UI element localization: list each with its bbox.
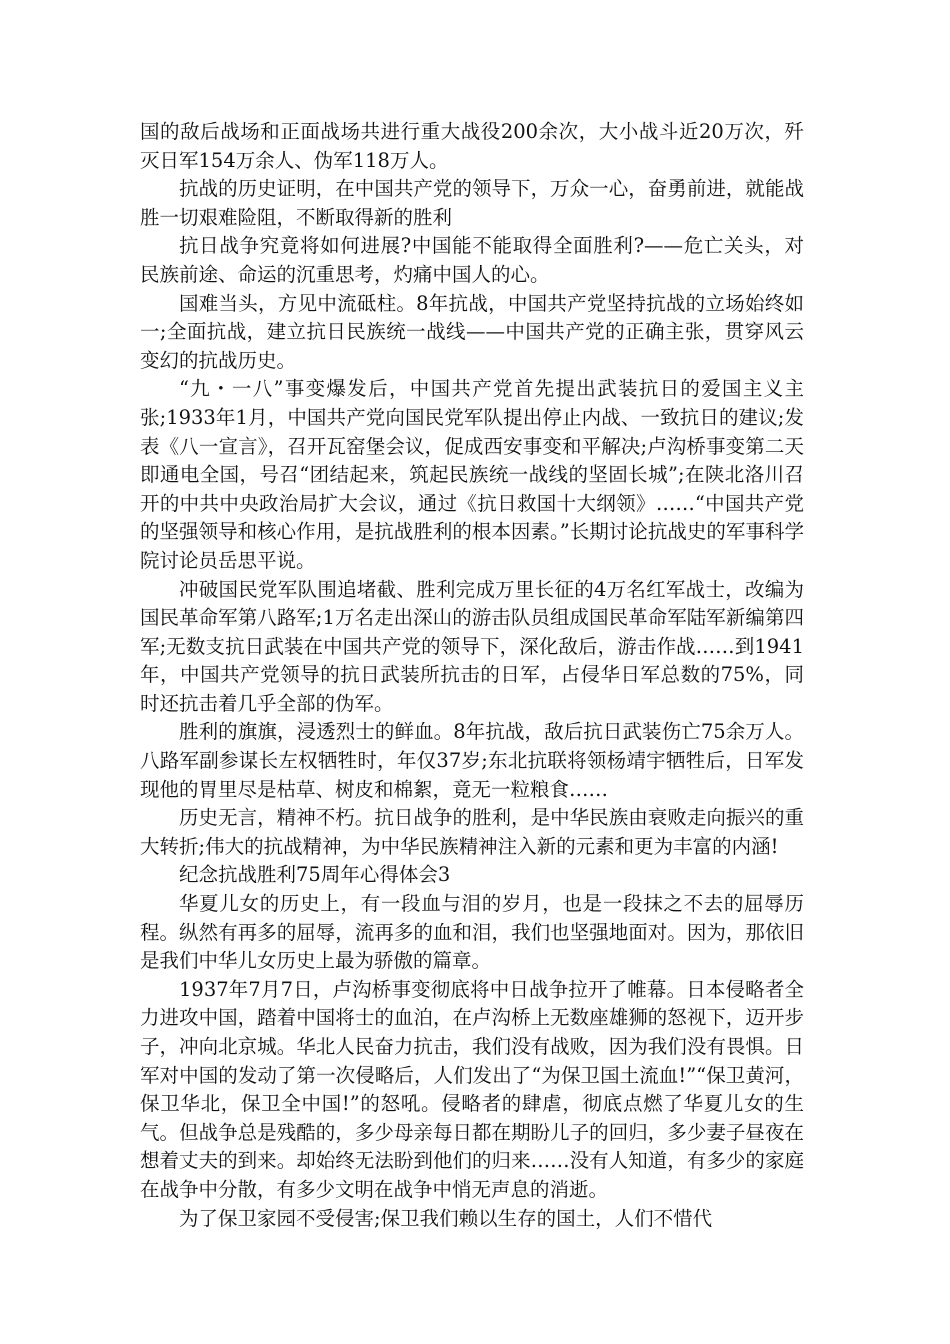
paragraph: 胜利的旗旗，浸透烈士的鲜血。8年抗战，敌后抗日武装伤亡75余万人。八路军副参谋长左权牺牲时，年仅37岁;东北抗联将领杨靖宇牺牲后，日军发现他的胃里尽是枯草、树皮和棉絮，竟无一粒粮食…… <box>140 720 804 801</box>
paragraph: 历史无言，精神不朽。抗日战争的胜利，是中华民族由衰败走向振兴的重大转折;伟大的抗战精神，为中华民族精神注入新的元素和更为丰富的内涵! <box>140 806 804 858</box>
paragraph: 抗日战争究竟将如何进展?中国能不能取得全面胜利?——危亡关头，对民族前途、命运的沉重思考，灼痛中国人的心。 <box>140 234 804 286</box>
paragraph: 冲破国民党军队围追堵截、胜利完成万里长征的4万名红军战士，改编为国民革命军第八路军;1万名走出深山的游击队员组成国民革命军陆军新编第四军;无数支抗日武装在中国共产党的领导下，深化敌后，游击作战……到1941年，中国共产党领导的抗日武装所抗击的日军，占侵华日军总数的75%，同时还抗击着几乎全部的伪军。 <box>140 577 804 715</box>
paragraph: 华夏儿女的历史上，有一段血与泪的岁月，也是一段抹之不去的屈辱历程。纵然有再多的屈辱，流再多的血和泪，我们也坚强地面对。因为，那依旧是我们中华儿女历史上最为骄傲的篇章。 <box>140 892 804 973</box>
paragraph: 国难当头，方见中流砥柱。8年抗战，中国共产党坚持抗战的立场始终如一;全面抗战，建立抗日民族统一战线——中国共产党的正确主张，贯穿风云变幻的抗战历史。 <box>140 291 804 372</box>
paragraph: “九・一八”事变爆发后，中国共产党首先提出武装抗日的爱国主义主张;1933年1月，中国共产党向国民党军队提出停止内战、一致抗日的建议;发表《八一宣言》，召开瓦窑堡会议，促成西安事变和平解决;卢沟桥事变第二天即通电全国，号召“团结起来，筑起民族统一战线的坚固长城”;在陕北洛川召开的中共中央政治局扩大会议，通过《抗日救国十大纲领》……“中国共产党的坚强领导和核心作用，是抗战胜利的根本因素。”长期讨论抗战史的军事科学院讨论员岳思平说。 <box>140 377 804 572</box>
paragraph: 为了保卫家园不受侵害;保卫我们赖以生存的国土，人们不惜代 <box>179 1206 713 1230</box>
paragraph: 抗战的历史证明，在中国共产党的领导下，万众一心，奋勇前进，就能战胜一切艰难险阻，不断取得新的胜利 <box>140 177 804 229</box>
section-heading: 纪念抗战胜利75周年心得体会3 <box>179 863 451 887</box>
paragraph: 1937年7月7日，卢沟桥事变彻底将中日战争拉开了帷幕。日本侵略者全力进攻中国，踏着中国将士的血泊，在卢沟桥上无数座雄狮的怒视下，迈开步子，冲向北京城。华北人民奋力抗击，我们没有战败，因为我们没有畏惧。日军对中国的发动了第一次侵略后，人们发出了“为保卫国土流血!”“保卫黄河，保卫华北，保卫全中国!”的怒吼。侵略者的肆虐，彻底点燃了华夏儿女的生气。但战争总是残酷的，多少母亲每日都在期盼儿子的回归，多少妻子昼夜在想着丈夫的到来。却始终无法盼到他们的归来……没有人知道，有多少的家庭在战争中分散，有多少文明在战争中悄无声息的消逝。 <box>140 977 804 1201</box>
paragraph-continuation: 国的敌后战场和正面战场共进行重大战役200余次，大小战斗近20万次，歼灭日军154万余人、伪军118万人。 <box>140 120 804 172</box>
document-body <box>140 118 804 1233</box>
